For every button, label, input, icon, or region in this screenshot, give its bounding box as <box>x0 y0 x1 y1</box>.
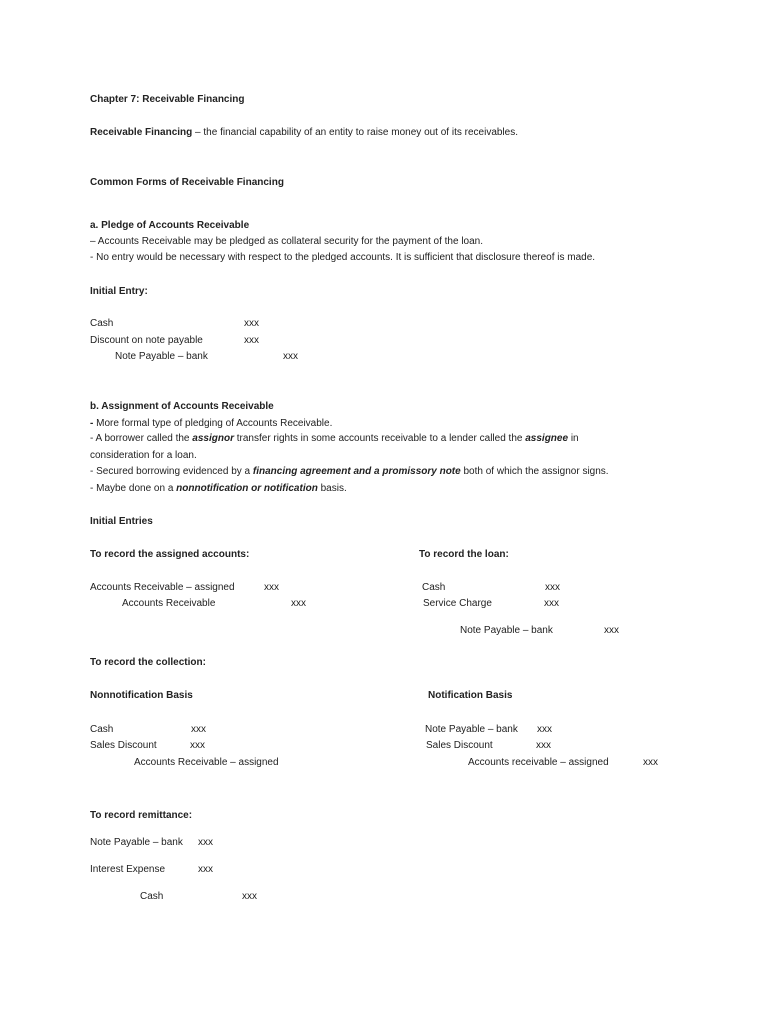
text: transfer rights in some accounts receivable to a lender called the <box>233 433 526 444</box>
term-financing-agreement: financing agreement and a promissory note <box>252 466 461 477</box>
notification-entry-amount: xxx <box>643 757 658 768</box>
nonnotification-entry-account: Sales Discount <box>90 740 157 751</box>
remittance-entry-account: Note Payable – bank <box>90 837 183 848</box>
pledge-line-2: - No entry would be necessary with respect to the pledged accounts. It is sufficient that disclosure thereof is made. <box>90 252 596 263</box>
notification-entry-account: Note Payable – bank <box>425 724 518 735</box>
initial-entries-heading: Initial Entries <box>90 516 153 527</box>
nonnotification-entry-amount: xxx <box>191 724 206 735</box>
nonnotification-heading: Nonnotification Basis <box>90 690 193 701</box>
definition-term: Receivable Financing <box>90 127 193 138</box>
text: - A borrower called the <box>90 433 193 444</box>
dash: - <box>90 418 94 429</box>
remittance-entry-amount: xxx <box>242 891 257 902</box>
loan-entry-amount: xxx <box>544 598 559 609</box>
assignment-line-1 <box>90 418 332 430</box>
notification-entry-amount: xxx <box>537 724 552 735</box>
text: - Secured borrowing evidenced by a <box>90 466 253 477</box>
pledge-line-1: – Accounts Receivable may be pledged as collateral security for the payment of the loan. <box>90 236 484 247</box>
term-assignee: assignee <box>525 433 569 444</box>
text: basis. <box>317 483 347 494</box>
loan-entry-amount: xxx <box>545 582 560 593</box>
common-forms-heading: Common Forms of Receivable Financing <box>90 177 284 188</box>
loan-heading: To record the loan: <box>419 549 509 560</box>
loan-entry-account: Cash <box>422 582 446 593</box>
pledge-entry-amount: xxx <box>244 318 259 329</box>
notification-entry-account: Accounts receivable – assigned <box>468 757 609 768</box>
notification-entry-account: Sales Discount <box>426 740 493 751</box>
loan-entry-account: Note Payable – bank <box>460 625 553 636</box>
pledge-entry-account: Discount on note payable <box>90 335 203 346</box>
term-assignor: assignor <box>192 433 234 444</box>
pledge-entry-account: Note Payable – bank <box>115 351 208 362</box>
assignment-line-4 <box>90 466 609 478</box>
chapter-title: Chapter 7: Receivable Financing <box>90 94 245 105</box>
assignment-line-2 <box>90 433 579 445</box>
pledge-entry-amount: xxx <box>244 335 259 346</box>
remittance-entry-account: Interest Expense <box>90 864 166 875</box>
remittance-entry-amount: xxx <box>198 864 213 875</box>
assigned-entry-account: Accounts Receivable – assigned <box>90 582 235 593</box>
term-notification: nonnotification or notification <box>176 483 318 494</box>
assigned-entry-amount: xxx <box>264 582 279 593</box>
definition-text: – the financial capability of an entity to raise money out of its receivables. <box>192 127 518 138</box>
pledge-entry-heading: Initial Entry: <box>90 286 148 297</box>
pledge-heading: a. Pledge of Accounts Receivable <box>90 220 250 231</box>
collection-heading: To record the collection: <box>90 657 206 668</box>
remittance-heading: To record remittance: <box>90 810 193 821</box>
nonnotification-entry-amount: xxx <box>190 740 205 751</box>
assignment-line-5 <box>90 483 347 495</box>
definition-paragraph <box>90 127 518 139</box>
nonnotification-entry-account: Accounts Receivable – assigned <box>134 757 279 768</box>
loan-entry-account: Service Charge <box>423 598 492 609</box>
assignment-line-3: consideration for a loan. <box>90 450 197 461</box>
nonnotification-entry-account: Cash <box>90 724 114 735</box>
notification-heading: Notification Basis <box>428 690 513 701</box>
pledge-entry-account: Cash <box>90 318 114 329</box>
assigned-accounts-heading: To record the assigned accounts: <box>90 549 250 560</box>
text: both of which the assignor signs. <box>460 466 609 477</box>
text: More formal type of pledging of Accounts Receivable. <box>93 418 333 429</box>
remittance-entry-account: Cash <box>140 891 164 902</box>
remittance-entry-amount: xxx <box>198 837 213 848</box>
text: in <box>568 433 579 444</box>
text: - Maybe done on a <box>90 483 177 494</box>
notification-entry-amount: xxx <box>536 740 551 751</box>
loan-entry-amount: xxx <box>604 625 619 636</box>
assigned-entry-amount: xxx <box>291 598 306 609</box>
assigned-entry-account: Accounts Receivable <box>122 598 216 609</box>
pledge-entry-amount: xxx <box>283 351 298 362</box>
assignment-heading: b. Assignment of Accounts Receivable <box>90 401 274 412</box>
